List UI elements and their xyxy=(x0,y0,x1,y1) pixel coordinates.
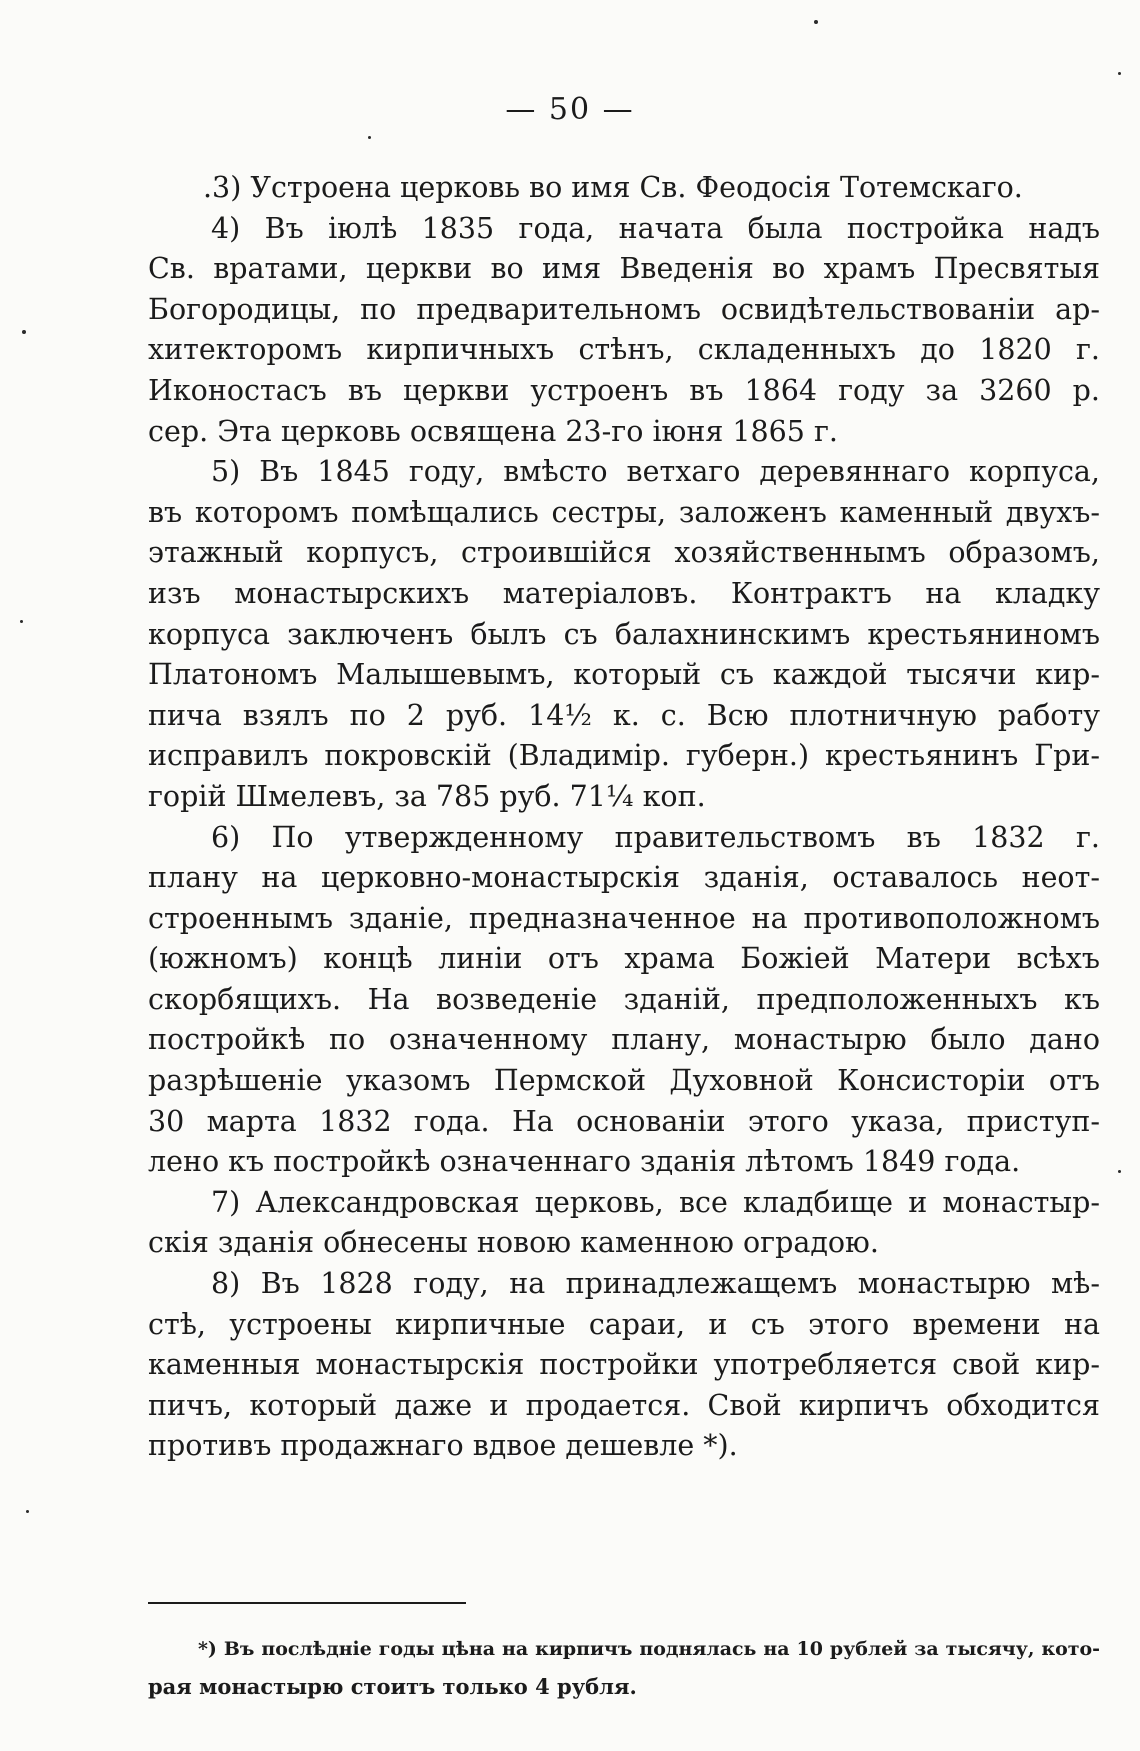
text-line: корпуса заключенъ былъ съ балахнинскимъ крестьяниномъ xyxy=(148,617,1100,651)
paragraph-4 xyxy=(148,209,1100,453)
text-line: 8) Въ 1828 году, на принадлежащемъ монастырю мѣ- xyxy=(211,1267,1100,1301)
scan-speck xyxy=(814,20,818,24)
text-line: 30 марта 1832 года. На основаніи этого указа, приступ- xyxy=(148,1104,1100,1138)
paragraph-5 xyxy=(148,452,1100,817)
text-line: Иконостасъ въ церкви устроенъ въ 1864 году за 3260 р. xyxy=(148,373,1100,407)
text-line: изъ монастырскихъ матеріаловъ. Контрактъ на кладку xyxy=(148,576,1100,610)
paragraph-3 xyxy=(148,168,1100,209)
text-line: .3) Устроена церковь во имя Св. Феодосія Тотемскаго. xyxy=(203,171,1023,204)
text-line: 5) Въ 1845 году, вмѣсто ветхаго деревяннаго корпуса, xyxy=(211,455,1100,489)
text-line: противъ продажнаго вдвое дешевле *). xyxy=(148,1429,738,1463)
paragraph-7 xyxy=(148,1183,1100,1264)
text-line: скорбящихъ. На возведеніе зданій, предположенныхъ къ xyxy=(148,982,1100,1016)
scan-speck xyxy=(20,620,23,623)
text-line: стѣ, устроены кирпичные сараи, и съ этого времени на xyxy=(148,1307,1100,1341)
scan-speck xyxy=(26,1510,29,1513)
text-line: строеннымъ зданіе, предназначенное на противоположномъ xyxy=(148,901,1100,935)
footnote-divider xyxy=(148,1602,466,1604)
text-line: исправилъ покровскій (Владимір. губерн.) крестьянинъ Гри- xyxy=(148,739,1100,773)
text-line: разрѣшеніе указомъ Пермской Духовной Консисторіи отъ xyxy=(148,1064,1100,1098)
footnote xyxy=(148,1630,1100,1706)
scan-speck xyxy=(1118,72,1121,75)
scan-speck xyxy=(1118,1170,1121,1173)
footnote-line: *) Въ послѣдніе годы цѣна на кирпичъ поднялась на 10 рублей за тысячу, кото- xyxy=(198,1638,1100,1660)
scan-speck xyxy=(22,330,26,334)
text-line: лено къ постройкѣ означеннаго зданія лѣтомъ 1849 года. xyxy=(148,1145,1021,1179)
scan-speck xyxy=(368,136,371,139)
page-number: — 50 — xyxy=(505,92,635,127)
text-line: постройкѣ по означенному плану, монастырю было дано xyxy=(148,1023,1100,1057)
text-line: сер. Эта церковь освящена 23-го іюня 1865 г. xyxy=(148,414,838,448)
text-line: 6) По утвержденному правительствомъ въ 1832 г. xyxy=(211,820,1100,854)
text-line: горій Шмелевъ, за 785 руб. 71¼ коп. xyxy=(148,779,706,813)
text-line: Богородицы, по предварительномъ освидѣтельствованіи ар- xyxy=(148,292,1100,326)
paragraph-6 xyxy=(148,818,1100,1183)
text-line: этажный корпусъ, строившійся хозяйственнымъ образомъ, xyxy=(148,536,1100,570)
text-line: плану на церковно-монастырскія зданія, оставалось неот- xyxy=(148,861,1100,895)
text-line: 7) Александровская церковь, все кладбище и монастыр- xyxy=(211,1185,1100,1219)
text-line: скія зданія обнесены новою каменною оградою. xyxy=(148,1226,879,1260)
text-line: Платономъ Малышевымъ, который съ каждой тысячи кир- xyxy=(148,658,1100,692)
text-line: Св. вратами, церкви во имя Введенія во храмъ Пресвятыя xyxy=(148,252,1100,286)
text-line: пича взялъ по 2 руб. 14½ к. с. Всю плотничную работу xyxy=(148,698,1100,732)
footnote-line: рая монастырю стоитъ только 4 рубля. xyxy=(148,1674,637,1699)
text-line: каменныя монастырскія постройки употребляется свой кир- xyxy=(148,1348,1100,1382)
text-line: въ которомъ помѣщались сестры, заложенъ каменный двухъ- xyxy=(148,495,1100,529)
text-line: (южномъ) концѣ линіи отъ храма Божіей Матери всѣхъ xyxy=(148,942,1100,976)
text-line: пичъ, который даже и продается. Свой кирпичъ обходится xyxy=(148,1388,1100,1422)
main-text xyxy=(148,168,1100,1467)
text-line: хитекторомъ кирпичныхъ стѣнъ, складенныхъ до 1820 г. xyxy=(148,333,1100,367)
paragraph-8 xyxy=(148,1264,1100,1467)
text-line: 4) Въ іюлѣ 1835 года, начата была постройка надъ xyxy=(211,211,1100,245)
